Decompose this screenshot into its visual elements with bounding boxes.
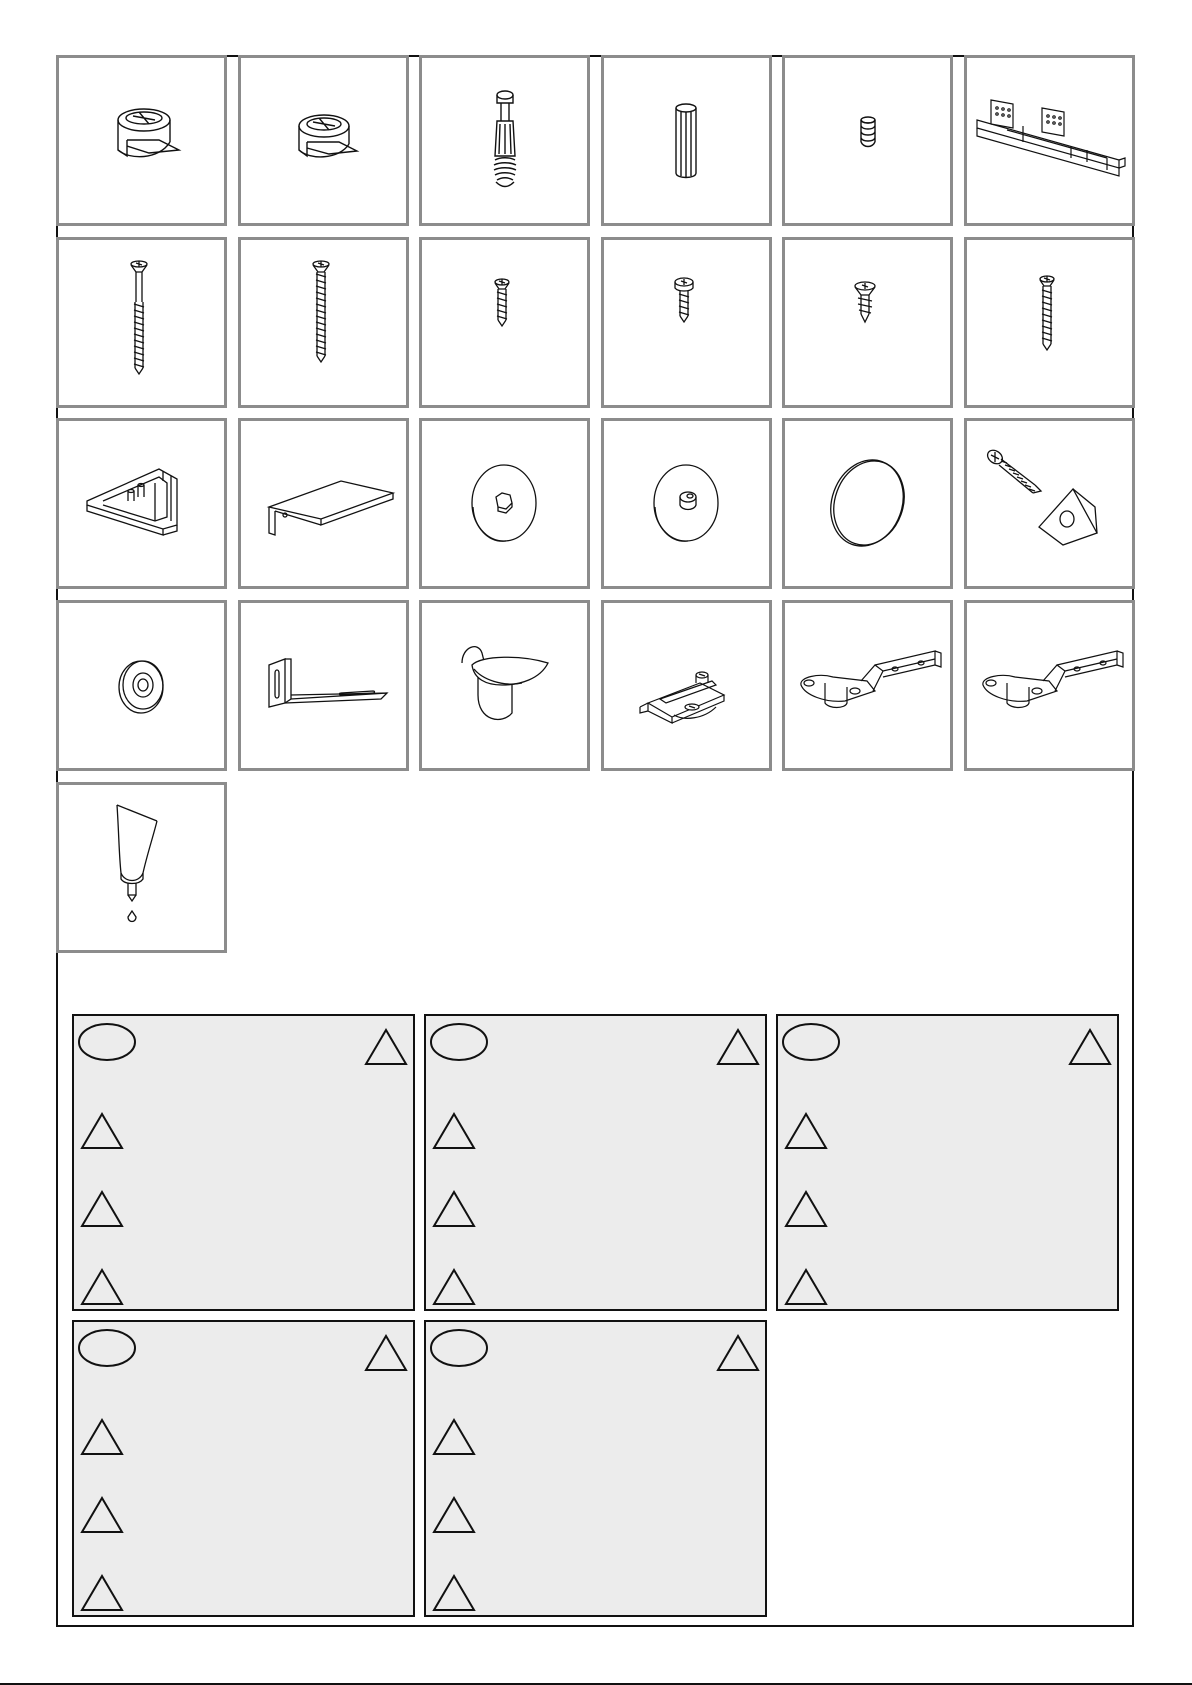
wooden-dowel-icon [604, 58, 769, 223]
hardware-cell-pan-head-screw [601, 237, 772, 408]
long-screw-icon [59, 240, 224, 405]
hardware-cell-cover-cap-hex [419, 418, 590, 589]
hardware-cell-connector-bolt [419, 55, 590, 226]
l-bracket-icon [241, 603, 406, 768]
warning-panel [72, 1320, 415, 1617]
hardware-cell-washer-ring [56, 600, 227, 771]
angle-profile-icon [241, 421, 406, 586]
hardware-cell-screw-and-wall-plate [964, 418, 1135, 589]
pan-head-screw-icon [604, 240, 769, 405]
hardware-cell-cover-cap [601, 418, 772, 589]
warning-panel-icon [426, 1016, 769, 1313]
warning-panel [72, 1014, 415, 1311]
hardware-cell-cam-lock [56, 55, 227, 226]
warning-panel-icon [74, 1016, 417, 1313]
cabinet-hinge-icon [785, 603, 950, 768]
connector-bolt-icon [422, 58, 587, 223]
felt-disc-icon [785, 421, 950, 586]
hardware-cell-wooden-dowel [601, 55, 772, 226]
warning-panel-icon [778, 1016, 1121, 1313]
corner-bracket-icon [59, 421, 224, 586]
glue-tube-icon [59, 785, 224, 950]
hardware-cell-countersunk-screw [782, 237, 953, 408]
hardware-cell-felt-disc [782, 418, 953, 589]
cabinet-hinge-2-icon [967, 603, 1132, 768]
warning-panel [776, 1014, 1119, 1311]
long-screw-2-icon [241, 240, 406, 405]
washer-ring-icon [59, 603, 224, 768]
hardware-cell-medium-screw [964, 237, 1135, 408]
hardware-cell-angle-profile [238, 418, 409, 589]
insert-nut-icon [785, 58, 950, 223]
cover-cap-hex-icon [422, 421, 587, 586]
countersunk-screw-icon [785, 240, 950, 405]
cam-lock-icon [59, 58, 224, 223]
shelf-support-icon [422, 603, 587, 768]
hardware-cell-corner-bracket [56, 418, 227, 589]
warning-panel [424, 1320, 767, 1617]
warning-panel [424, 1014, 767, 1311]
screw-and-wall-plate-icon [967, 421, 1132, 586]
hardware-cell-hinge-mounting-plate [601, 600, 772, 771]
cover-cap-icon [604, 421, 769, 586]
hardware-cell-long-screw [56, 237, 227, 408]
hinge-mounting-plate-icon [604, 603, 769, 768]
short-screw-icon [422, 240, 587, 405]
hardware-cell-insert-nut [782, 55, 953, 226]
hardware-cell-cabinet-hinge-2 [964, 600, 1135, 771]
warning-panel-icon [74, 1322, 417, 1619]
medium-screw-icon [967, 240, 1132, 405]
hardware-cell-glue-tube [56, 782, 227, 953]
cam-lock-small-icon [241, 58, 406, 223]
hardware-cell-drawer-runner [964, 55, 1135, 226]
hardware-cell-long-screw-2 [238, 237, 409, 408]
hardware-cell-cabinet-hinge [782, 600, 953, 771]
warning-panel-icon [426, 1322, 769, 1619]
hardware-cell-cam-lock-small [238, 55, 409, 226]
hardware-cell-l-bracket [238, 600, 409, 771]
drawer-runner-icon [967, 58, 1132, 223]
hardware-cell-shelf-support [419, 600, 590, 771]
hardware-cell-short-screw [419, 237, 590, 408]
